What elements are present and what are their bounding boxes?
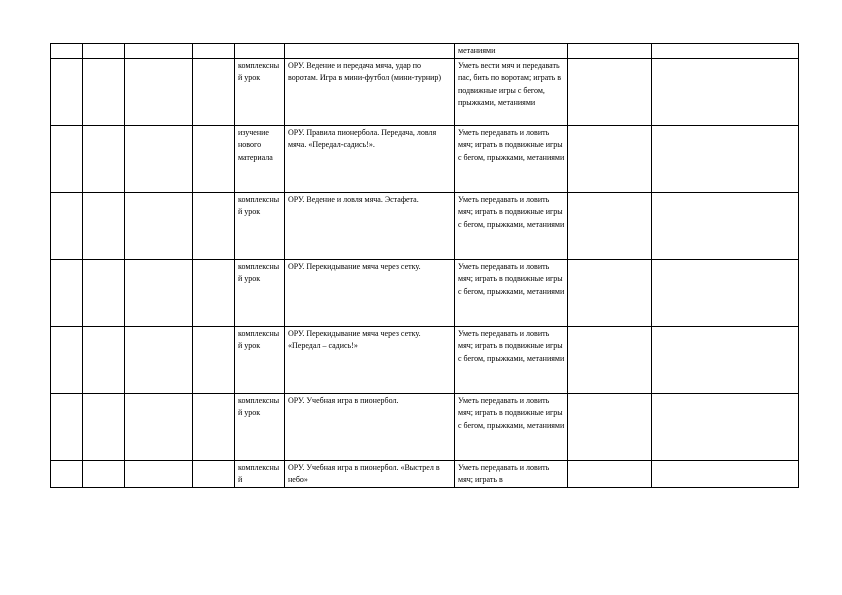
lesson-type-cell [235,326,285,393]
requirements-text: Уметь передавать и ловить мяч; играть в подвижные игры с бегом, прыжками, метаниями [458,328,565,363]
empty-cell [568,326,652,393]
table-row [51,192,799,259]
lesson-content-text: ОРУ. Ведение и ловля мяча. Эстафета. [288,194,419,204]
lesson-content-cell [285,460,455,487]
table-row [51,460,799,487]
number-cell [51,192,83,259]
table-row [51,44,799,59]
empty-cell [83,58,125,125]
requirements-cell [455,326,568,393]
lesson-type-cell [235,460,285,487]
requirements-text: метаниями [458,46,496,55]
lesson-content-text: ОРУ. Учебная игра в пионербол. [288,395,399,405]
empty-cell [193,326,235,393]
lesson-content-cell [285,192,455,259]
lesson-content-text: ОРУ. Перекидывание мяча через сетку. [288,261,421,271]
empty-cell [83,460,125,487]
lesson-type-text: комплексный урок [238,328,280,351]
empty-cell [83,125,125,192]
lesson-type-cell [235,393,285,460]
lesson-content-cell [285,44,455,59]
lesson-content-cell [285,326,455,393]
lesson-content-text: ОРУ. Правила пионербола. Передача, ловля мяча. «Передал-садись!». [288,127,437,150]
table-row [51,125,799,192]
empty-cell [125,460,193,487]
lesson-plan-table [50,43,799,488]
empty-cell [652,58,799,125]
empty-cell [125,192,193,259]
requirements-cell [455,393,568,460]
empty-cell [193,44,235,59]
empty-cell [652,460,799,487]
empty-cell [568,460,652,487]
empty-cell [568,58,652,125]
lesson-type-text: изучение нового материала [238,127,273,162]
number-cell [51,58,83,125]
number-cell [51,460,83,487]
empty-cell [193,58,235,125]
table-row [51,393,799,460]
empty-cell [125,326,193,393]
number-cell [51,393,83,460]
requirements-cell [455,44,568,59]
empty-cell [652,393,799,460]
lesson-type-text: комплексный [238,462,280,485]
lesson-content-text: ОРУ. Ведение и передача мяча, удар по воротам. Игра в мини-футбол (мини-турнир) [288,60,442,83]
requirements-text: Уметь передавать и ловить мяч; играть в [458,462,550,485]
lesson-type-cell [235,44,285,59]
requirements-text: Уметь передавать и ловить мяч; играть в подвижные игры с бегом, прыжками, метаниями [458,194,565,229]
empty-cell [83,393,125,460]
empty-cell [652,326,799,393]
empty-cell [83,192,125,259]
lesson-type-cell [235,259,285,326]
empty-cell [652,192,799,259]
lesson-type-text: комплексный урок [238,395,280,418]
lesson-content-cell [285,393,455,460]
empty-cell [193,460,235,487]
requirements-text: Уметь передавать и ловить мяч; играть в подвижные игры с бегом, прыжками, метаниями [458,261,565,296]
requirements-text: Уметь передавать и ловить мяч; играть в подвижные игры с бегом, прыжками, метаниями [458,395,565,430]
requirements-text: Уметь вести мяч и передавать пас, бить по воротам; играть в подвижные игры с бегом, прыжками, метаниями [458,60,562,108]
table-row [51,326,799,393]
requirements-cell [455,125,568,192]
empty-cell [652,125,799,192]
number-cell [51,125,83,192]
requirements-cell [455,460,568,487]
lesson-type-cell [235,58,285,125]
empty-cell [652,259,799,326]
lesson-content-text: ОРУ. Учебная игра в пионербол. «Выстрел в небо» [288,462,440,485]
empty-cell [568,192,652,259]
lesson-type-text: комплексный урок [238,60,280,83]
empty-cell [568,393,652,460]
lesson-content-text: ОРУ. Перекидывание мяча через сетку. «Передал – садись!» [288,328,421,351]
number-cell [51,326,83,393]
requirements-text: Уметь передавать и ловить мяч; играть в подвижные игры с бегом, прыжками, метаниями [458,127,565,162]
lesson-type-cell [235,125,285,192]
number-cell [51,259,83,326]
table-row [51,259,799,326]
empty-cell [193,259,235,326]
empty-cell [125,58,193,125]
requirements-cell [455,259,568,326]
empty-cell [652,44,799,59]
empty-cell [568,259,652,326]
requirements-cell [455,58,568,125]
empty-cell [125,125,193,192]
empty-cell [125,44,193,59]
empty-cell [125,393,193,460]
lesson-content-cell [285,259,455,326]
empty-cell [83,44,125,59]
empty-cell [568,44,652,59]
empty-cell [193,192,235,259]
lesson-type-text: комплексный урок [238,261,280,284]
lesson-content-cell [285,125,455,192]
lesson-type-cell [235,192,285,259]
table-row [51,58,799,125]
number-cell [51,44,83,59]
empty-cell [193,125,235,192]
empty-cell [83,259,125,326]
lesson-content-cell [285,58,455,125]
empty-cell [193,393,235,460]
empty-cell [568,125,652,192]
empty-cell [125,259,193,326]
lesson-type-text: комплексный урок [238,194,280,217]
requirements-cell [455,192,568,259]
empty-cell [83,326,125,393]
